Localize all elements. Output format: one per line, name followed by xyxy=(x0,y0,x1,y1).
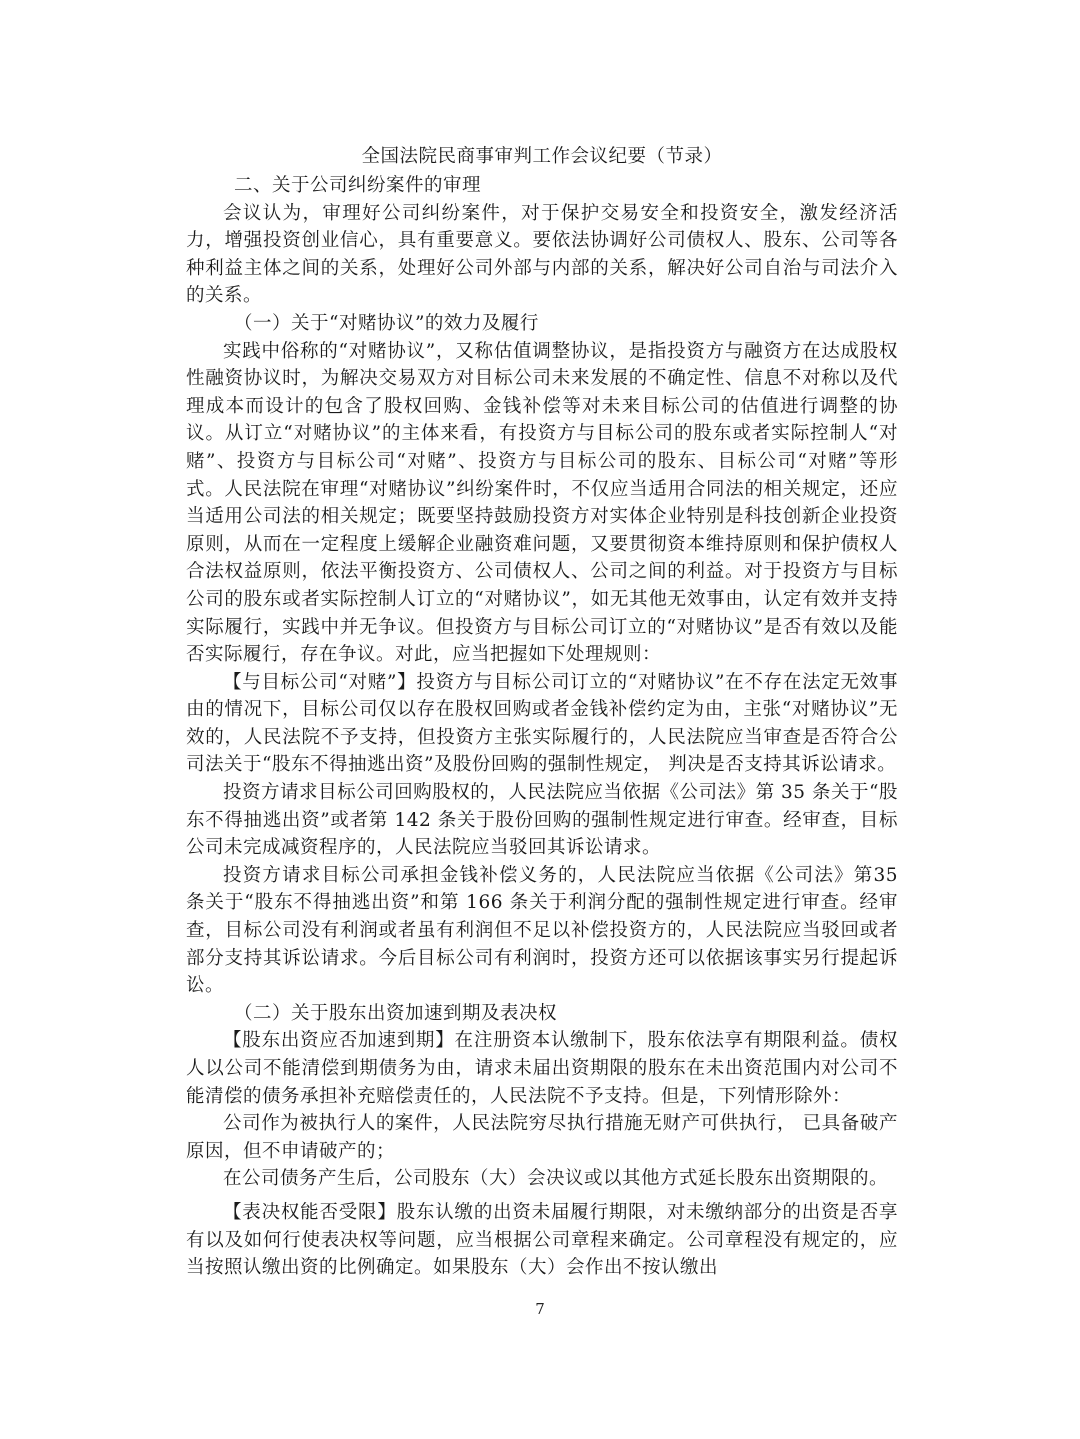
paragraph-8: 【表决权能否受限】股东认缴的出资未届履行期限，对未缴纳部分的出资是否享有以及如何行使表决权等问题，应当根据公司章程来确定。公司章程没有规定的，应当按照认缴出资的比例确定。如果股东（大）会作出不按认缴出 xyxy=(186,1201,898,1279)
paragraph-7: 在公司债务产生后，公司股东（大）会决议或以其他方式延长股东出资期限的。 xyxy=(223,1168,889,1190)
page-number: 7 xyxy=(535,1300,545,1318)
document-body xyxy=(186,142,898,1282)
paragraph-1: 实践中俗称的“对赌协议”，又称估值调整协议，是指投资方与融资方在达成股权性融资协议时，为解决交易双方对目标公司未来发展的不确定性、信息不对称以及代理成本而设计的包含了股权回购、金钱补偿等对未来目标公司的估值进行调整的协议。从订立“对赌协议”的主体来看，有投资方与目标公司的股东或者实际控制人“对赌”、投资方与目标公司“对赌”、投资方与目标公司的股东、目标公司“对赌”等形式。人民法院在审理“对赌协议”纠纷案件时，不仅应当适用合同法的相关规定，还应当适用公司法的相关规定；既要坚持鼓励投资方对实体企业特别是科技创新企业投资原则，从而在一定程度上缓解企业融资难问题，又要贯彻资本维持原则和保护债权人合法权益原则，依法平衡投资方、公司债权人、公司之间的利益。对于投资方与目标公司的股东或者实际控制人订立的“对赌协议”，如无其他无效事由，认定有效并支持实际履行，实践中并无争议。但投资方与目标公司订立的“对赌协议”是否有效以及能否实际履行，存在争议。对此，应当把握如下处理规则： xyxy=(186,340,898,666)
paragraph-4: 投资方请求目标公司承担金钱补偿义务的，人民法院应当依据《公司法》第35 条关于“股东不得抽逃出资”和第 166 条关于利润分配的强制性规定进行审查。经审查，目标公司没有利润或者虽有利润但不足以补偿投资方的，人民法院应当驳回或者部分支持其诉讼请求。今后目标公司有利润时，投资方还可以依据该事实另行提起诉讼。 xyxy=(186,864,898,997)
subsection-heading-2: （二）关于股东出资加速到期及表决权 xyxy=(234,1002,558,1024)
paragraph-6: 公司作为被执行人的案件，人民法院穷尽执行措施无财产可供执行， 已具备破产原因，但不申请破产的； xyxy=(186,1113,898,1162)
paragraph-intro: 会议认为，审理好公司纠纷案件，对于保护交易安全和投资安全，激发经济活力，增强投资创业信心，具有重要意义。要依法协调好公司债权人、股东、公司等各种利益主体之间的关系，处理好公司外部与内部的关系，解决好公司自治与司法介入的关系。 xyxy=(186,202,898,307)
paragraph-2: 【与目标公司“对赌”】投资方与目标公司订立的“对赌协议”在不存在法定无效事由的情况下，目标公司仅以存在股权回购或者金钱补偿约定为由，主张“对赌协议”无效的，人民法院不予支持，但投资方主张实际履行的，人民法院应当审查是否符合公司法关于“股东不得抽逃出资”及股份回购的强制性规定， 判决是否支持其诉讼请求。 xyxy=(186,671,898,776)
paragraph-3: 投资方请求目标公司回购股权的，人民法院应当依据《公司法》第 35 条关于“股东不得抽逃出资”或者第 142 条关于股份回购的强制性规定进行审查。经审查，目标公司未完成减资程序的，人民法院应当驳回其诉讼请求。 xyxy=(186,782,898,859)
subsection-heading-1: （一）关于“对赌协议”的效力及履行 xyxy=(234,312,539,334)
document-title: 全国法院民商事审判工作会议纪要（节录） xyxy=(361,146,723,167)
paragraph-5: 【股东出资应否加速到期】在注册资本认缴制下，股东依法享有期限利益。债权人以公司不能清偿到期债务为由，请求未届出资期限的股东在未出资范围内对公司不能清偿的债务承担补充赔偿责任的，人民法院不予支持。但是，下列情形除外： xyxy=(186,1030,898,1107)
section-heading: 二、关于公司纠纷案件的审理 xyxy=(234,175,482,196)
